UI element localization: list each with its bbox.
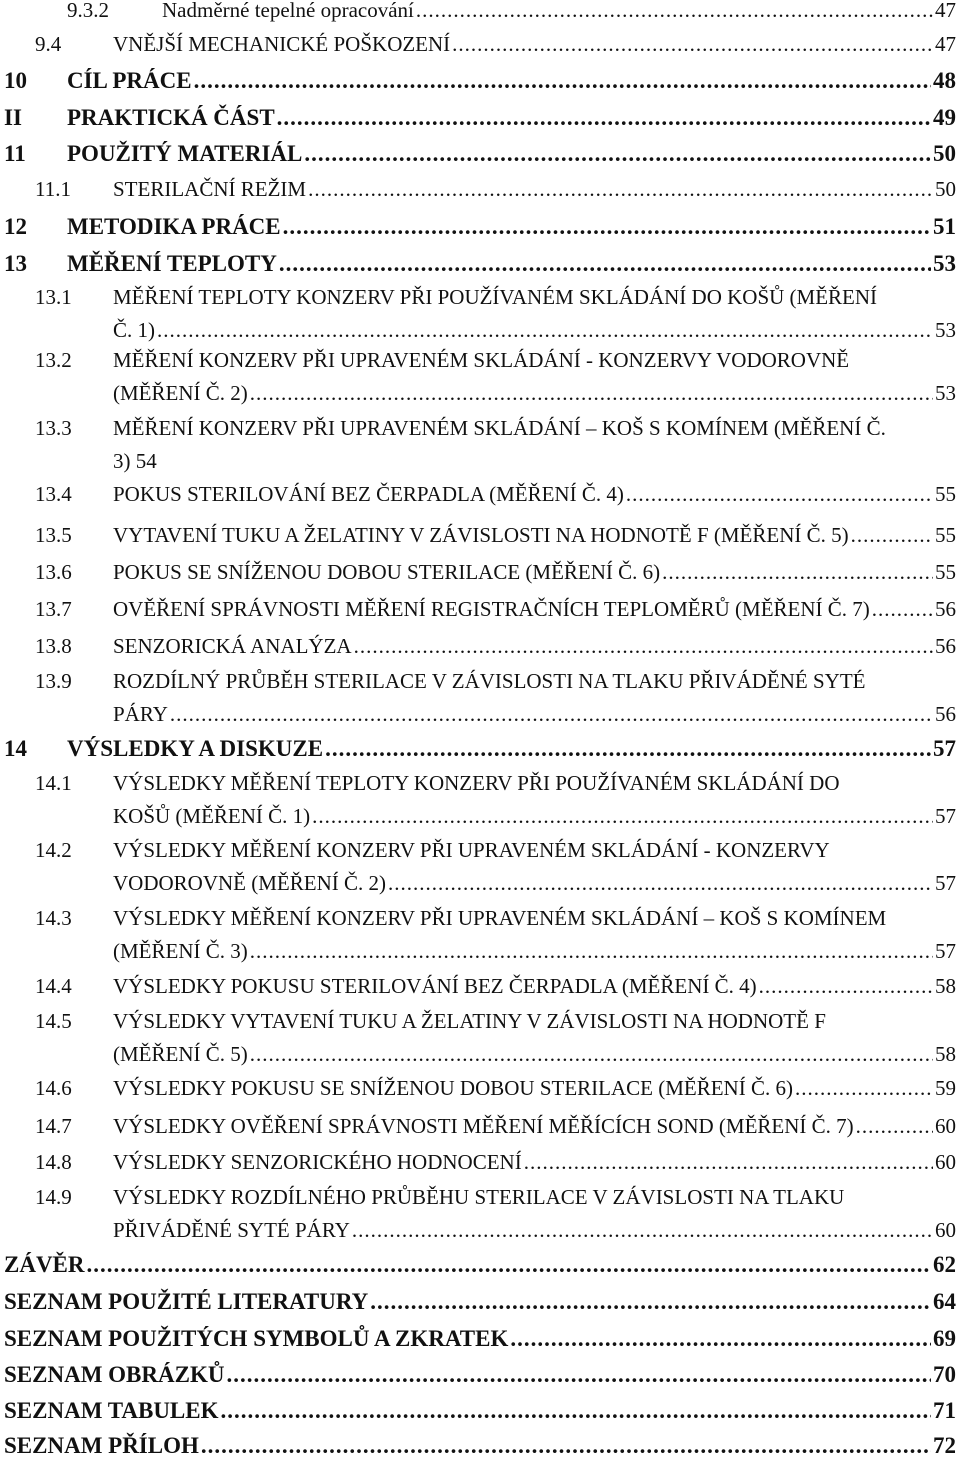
toc-title: (MĚŘENÍ Č. 2) bbox=[113, 381, 248, 405]
dot-leader bbox=[370, 1289, 931, 1315]
toc-title: SEZNAM POUŽITÝCH SYMBOLŮ A ZKRATEK bbox=[4, 1326, 509, 1351]
dot-leader bbox=[304, 141, 931, 167]
page-number: 47 bbox=[935, 32, 956, 56]
page-number: 72 bbox=[933, 1433, 956, 1458]
page-number: 59 bbox=[935, 1076, 956, 1100]
dot-leader bbox=[201, 1433, 931, 1459]
toc-title: MĚŘENÍ KONZERV PŘI UPRAVENÉM SKLÁDÁNÍ - KONZERVY VODOROVNĚ bbox=[113, 348, 850, 372]
toc-title: MĚŘENÍ TEPLOTY KONZERV PŘI POUŽÍVANÉM SKLÁDÁNÍ DO KOŠŮ (MĚŘENÍ bbox=[113, 285, 878, 309]
page-number: 50 bbox=[933, 141, 956, 166]
page-number: 50 bbox=[935, 177, 956, 201]
toc-title: 3) 54 bbox=[113, 449, 157, 473]
toc-title: Č. 1) bbox=[113, 318, 155, 342]
page-number: 64 bbox=[933, 1289, 956, 1314]
toc-number: 14.4 bbox=[35, 974, 72, 998]
page-number: 57 bbox=[935, 939, 956, 963]
page-number: 48 bbox=[933, 68, 956, 93]
page-number: 56 bbox=[935, 597, 956, 621]
dot-leader bbox=[626, 482, 933, 507]
toc-title: POKUS SE SNÍŽENOU DOBOU STERILACE (MĚŘENÍ Č. 6) bbox=[113, 560, 661, 584]
toc-title: MĚŘENÍ KONZERV PŘI UPRAVENÉM SKLÁDÁNÍ – KOŠ S KOMÍNEM (MĚŘENÍ Č. bbox=[113, 416, 886, 440]
page-number: 60 bbox=[935, 1150, 956, 1174]
dot-leader bbox=[283, 214, 931, 240]
dot-leader bbox=[872, 597, 933, 622]
toc-title: SENZORICKÁ ANALÝZA bbox=[113, 634, 352, 658]
page-number: 56 bbox=[935, 634, 956, 658]
toc-number: 14 bbox=[4, 736, 27, 761]
dot-leader bbox=[157, 318, 933, 343]
page-number: 47 bbox=[935, 0, 956, 22]
toc-title: SEZNAM POUŽITÉ LITERATURY bbox=[4, 1289, 369, 1314]
toc-title: VÝSLEDKY OVĚŘENÍ SPRÁVNOSTI MĚŘENÍ MĚŘÍCÍCH SOND (MĚŘENÍ Č. 7) bbox=[113, 1114, 854, 1138]
toc-title: VÝSLEDKY ROZDÍLNÉHO PRŮBĚHU STERILACE V ZÁVISLOSTI NA TLAKU bbox=[113, 1185, 845, 1209]
page-number: 58 bbox=[935, 1042, 956, 1066]
toc-title: ZÁVĚR bbox=[4, 1252, 85, 1277]
dot-leader bbox=[312, 804, 933, 829]
page-number: 62 bbox=[933, 1252, 956, 1277]
toc-title: VÝSLEDKY A DISKUZE bbox=[67, 736, 324, 761]
toc-title: VÝSLEDKY MĚŘENÍ KONZERV PŘI UPRAVENÉM SKLÁDÁNÍ – KOŠ S KOMÍNEM bbox=[113, 906, 887, 930]
dot-leader bbox=[250, 939, 933, 964]
dot-leader bbox=[194, 68, 931, 94]
toc-number: 11 bbox=[4, 141, 26, 166]
toc-title: OVĚŘENÍ SPRÁVNOSTI MĚŘENÍ REGISTRAČNÍCH TEPLOMĚRŮ (MĚŘENÍ Č. 7) bbox=[113, 597, 870, 621]
toc-number: 14.5 bbox=[35, 1009, 72, 1033]
page-number: 53 bbox=[935, 381, 956, 405]
dot-leader bbox=[308, 177, 933, 202]
toc-title: VÝSLEDKY POKUSU STERILOVÁNÍ BEZ ČERPADLA (MĚŘENÍ Č. 4) bbox=[113, 974, 757, 998]
toc-number: 14.3 bbox=[35, 906, 72, 930]
toc-title: Nadměrné tepelné opracování bbox=[162, 0, 414, 22]
toc-number: 14.1 bbox=[35, 771, 72, 795]
toc-number: 13.7 bbox=[35, 597, 72, 621]
toc-number: 13.5 bbox=[35, 523, 72, 547]
toc-number: 9.4 bbox=[35, 32, 62, 56]
toc-number: 11.1 bbox=[35, 177, 71, 201]
toc-number: 14.9 bbox=[35, 1185, 72, 1209]
dot-leader bbox=[352, 1218, 933, 1243]
page-number: 55 bbox=[935, 523, 956, 547]
toc-title: VÝSLEDKY MĚŘENÍ TEPLOTY KONZERV PŘI POUŽÍVANÉM SKLÁDÁNÍ DO bbox=[113, 771, 840, 795]
page-number: 58 bbox=[935, 974, 956, 998]
page-number: 56 bbox=[935, 702, 956, 726]
dot-leader bbox=[388, 871, 933, 896]
toc-title: VÝSLEDKY MĚŘENÍ KONZERV PŘI UPRAVENÉM SKLÁDÁNÍ - KONZERVY bbox=[113, 838, 830, 862]
toc-title: (MĚŘENÍ Č. 3) bbox=[113, 939, 248, 963]
page-number: 71 bbox=[933, 1398, 956, 1423]
dot-leader bbox=[851, 523, 933, 548]
toc-title: POKUS STERILOVÁNÍ BEZ ČERPADLA (MĚŘENÍ Č. 4) bbox=[113, 482, 624, 506]
toc-number: 13.4 bbox=[35, 482, 72, 506]
toc-number: 10 bbox=[4, 68, 27, 93]
page-number: 51 bbox=[933, 214, 956, 239]
toc-title: SEZNAM OBRÁZKŮ bbox=[4, 1362, 225, 1387]
page-number: 55 bbox=[935, 482, 956, 506]
dot-leader bbox=[662, 560, 933, 585]
dot-leader bbox=[510, 1326, 931, 1352]
toc-number: 13.9 bbox=[35, 669, 72, 693]
toc-title: MĚŘENÍ TEPLOTY bbox=[67, 251, 277, 276]
toc-number: 14.6 bbox=[35, 1076, 72, 1100]
toc-title: ROZDÍLNÝ PRŮBĚH STERILACE V ZÁVISLOSTI NA TLAKU PŘIVÁDĚNÉ SYTÉ bbox=[113, 669, 866, 693]
dot-leader bbox=[795, 1076, 933, 1101]
dot-leader bbox=[416, 0, 933, 23]
dot-leader bbox=[250, 1042, 933, 1067]
toc-title: VÝSLEDKY SENZORICKÉHO HODNOCENÍ bbox=[113, 1150, 522, 1174]
toc-title: VODOROVNĚ (MĚŘENÍ Č. 2) bbox=[113, 871, 386, 895]
page-number: 69 bbox=[933, 1326, 956, 1351]
toc-number: II bbox=[4, 105, 22, 130]
page-number: 53 bbox=[933, 251, 956, 276]
page-number: 49 bbox=[933, 105, 956, 130]
toc-number: 13.1 bbox=[35, 285, 72, 309]
toc-title: CÍL PRÁCE bbox=[67, 68, 192, 93]
toc-title: PÁRY bbox=[113, 702, 168, 726]
page-number: 60 bbox=[935, 1114, 956, 1138]
page-number: 57 bbox=[935, 804, 956, 828]
toc-title: SEZNAM TABULEK bbox=[4, 1398, 219, 1423]
toc-number: 14.2 bbox=[35, 838, 72, 862]
toc-number: 14.7 bbox=[35, 1114, 72, 1138]
dot-leader bbox=[279, 251, 931, 277]
toc-title: (MĚŘENÍ Č. 5) bbox=[113, 1042, 248, 1066]
page-number: 57 bbox=[935, 871, 956, 895]
toc-number: 13.8 bbox=[35, 634, 72, 658]
dot-leader bbox=[452, 32, 933, 57]
toc-number: 14.8 bbox=[35, 1150, 72, 1174]
toc-title: METODIKA PRÁCE bbox=[67, 214, 281, 239]
dot-leader bbox=[856, 1114, 933, 1139]
toc-title: STERILAČNÍ REŽIM bbox=[113, 177, 307, 201]
toc-number: 12 bbox=[4, 214, 27, 239]
page-number: 70 bbox=[933, 1362, 956, 1387]
toc-title: PŘIVÁDĚNÉ SYTÉ PÁRY bbox=[113, 1218, 350, 1242]
dot-leader bbox=[325, 736, 931, 762]
toc-title: VYTAVENÍ TUKU A ŽELATINY V ZÁVISLOSTI NA HODNOTĚ F (MĚŘENÍ Č. 5) bbox=[113, 523, 849, 547]
toc-title: VÝSLEDKY POKUSU SE SNÍŽENOU DOBOU STERILACE (MĚŘENÍ Č. 6) bbox=[113, 1076, 793, 1100]
toc-title: SEZNAM PŘÍLOH bbox=[4, 1433, 199, 1458]
dot-leader bbox=[277, 105, 931, 131]
toc-title: KOŠŮ (MĚŘENÍ Č. 1) bbox=[113, 804, 311, 828]
page-number: 55 bbox=[935, 560, 956, 584]
toc-number: 13.3 bbox=[35, 416, 72, 440]
page-number: 60 bbox=[935, 1218, 956, 1242]
toc-title: VÝSLEDKY VYTAVENÍ TUKU A ŽELATINY V ZÁVISLOSTI NA HODNOTĚ F bbox=[113, 1009, 826, 1033]
toc-title: VNĚJŠÍ MECHANICKÉ POŠKOZENÍ bbox=[113, 32, 451, 56]
page-number: 53 bbox=[935, 318, 956, 342]
toc-title: POUŽITÝ MATERIÁL bbox=[67, 141, 303, 166]
dot-leader bbox=[87, 1252, 931, 1278]
dot-leader bbox=[221, 1398, 931, 1424]
dot-leader bbox=[759, 974, 933, 999]
toc-title: PRAKTICKÁ ČÁST bbox=[67, 105, 275, 130]
dot-leader bbox=[524, 1150, 933, 1175]
toc-number: 13.6 bbox=[35, 560, 72, 584]
page-number: 57 bbox=[933, 736, 956, 761]
toc-number: 13 bbox=[4, 251, 27, 276]
dot-leader bbox=[226, 1362, 931, 1388]
toc-number: 9.3.2 bbox=[67, 0, 109, 22]
dot-leader bbox=[170, 702, 933, 727]
toc-number: 13.2 bbox=[35, 348, 72, 372]
dot-leader bbox=[250, 381, 933, 406]
dot-leader bbox=[354, 634, 933, 659]
